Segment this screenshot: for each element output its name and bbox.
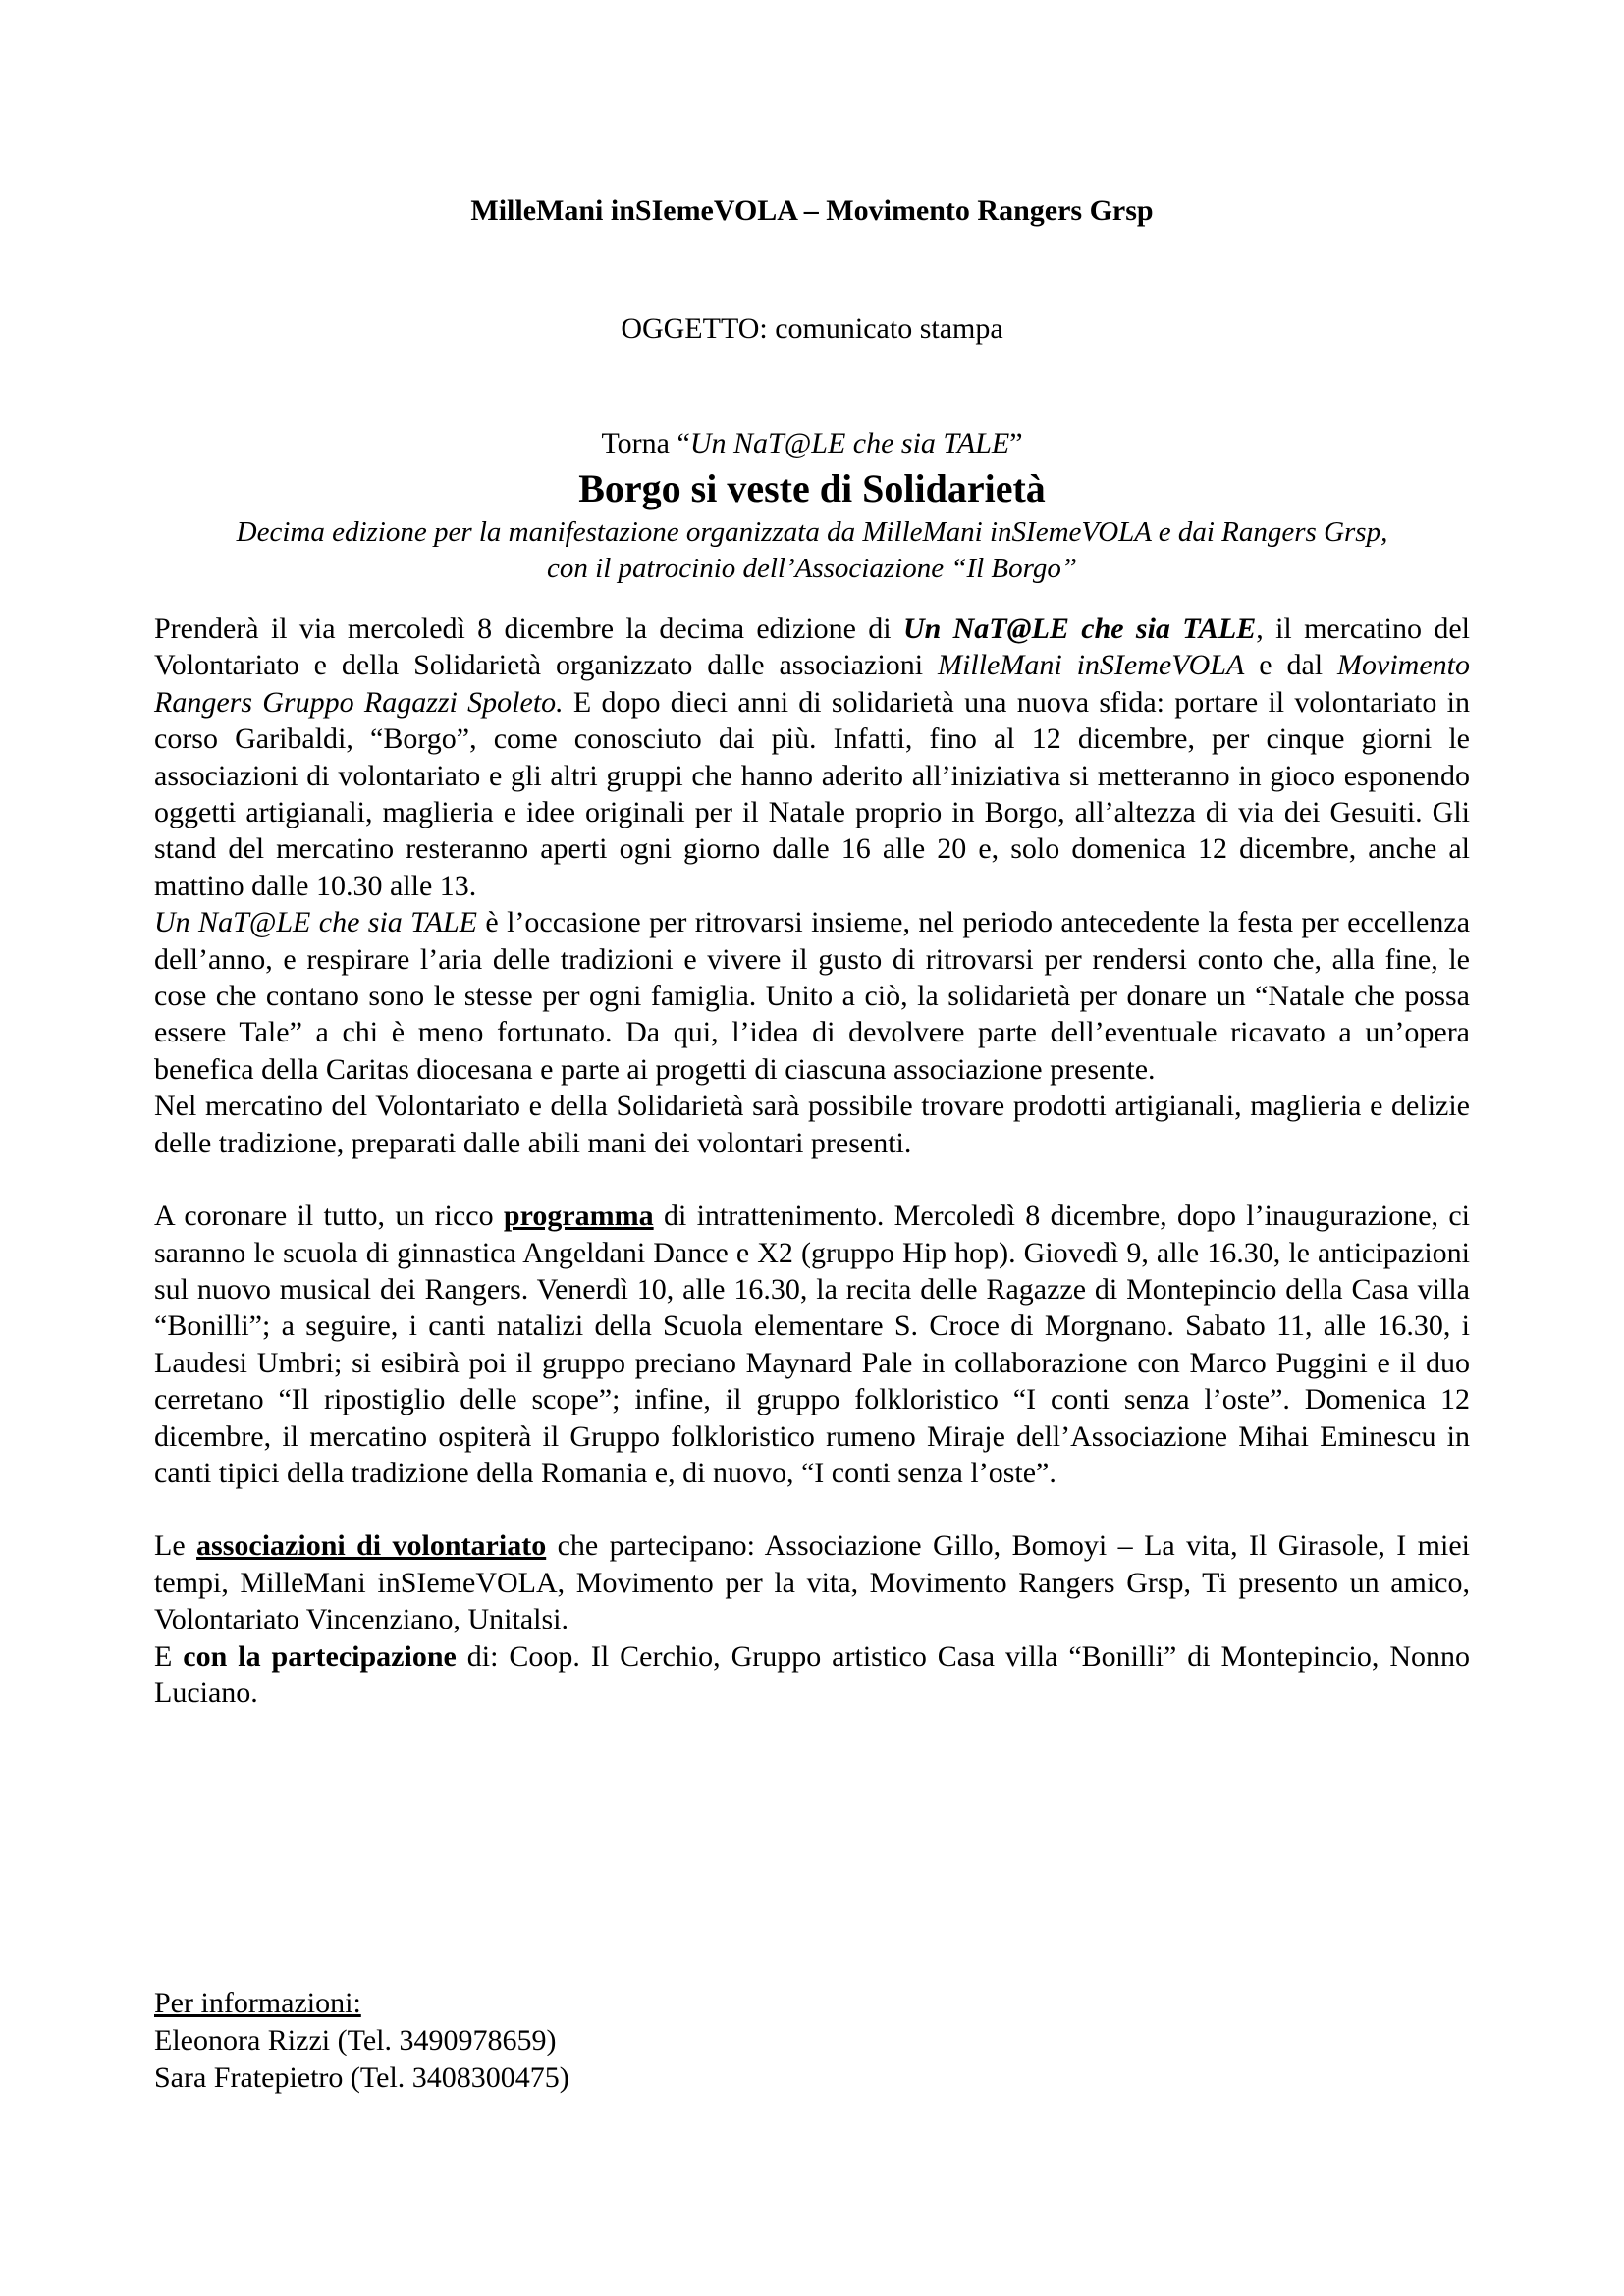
paragraph-participation [154,1638,1470,1712]
paragraph-intro [154,611,1470,904]
title-block [0,424,1624,587]
p6-text-2: di: Coop. Il Cerchio, Gruppo artistico Casa villa “Bonilli” di Montepincio, Nonno Luciano. [154,1639,1470,1709]
body-text [154,611,1470,1711]
contacts-block [154,1985,940,2097]
p4-programma: programma [503,1200,654,1233]
p5-text-2: che partecipano: Associazione Gillo, Bomoyi – La vita, Il Girasole, I miei tempi, MilleMani inSIemeVOLA, Movimento per la vita, Movimento Rangers Grsp, Ti presento un amico, Volontariato Vincenziano, Unitalsi. [154,1529,1470,1636]
contacts-heading [154,1985,940,2022]
p1-text-3: e dal [1244,649,1338,682]
subtitle-line-1: Decima edizione per la manifestazione organizzata da MilleMani inSIemeVOLA e dai Rangers Grsp, [236,516,1388,548]
main-title: Borgo si veste di Solidarietà [578,466,1046,510]
paragraph-associations [154,1527,1470,1637]
subtitle-line-2: con il patrocinio dell’Associazione “Il Borgo” [547,553,1077,584]
p1-org-millemani: MilleMani inSIemeVOLA [938,649,1245,682]
p1-text-4: E dopo dieci anni di solidarietà una nuova sfida: portare il volontariato in corso Garibaldi, “Borgo”, come conosciuto dai più. Infatti, fino al 12 dicembre, per cinque giorni le associazioni di volontariato e gli altri gruppi che hanno aderito all’iniziativa si metteranno in gioco esponendo oggetti artigianali, maglieria e idee originali per il Natale proprio in Borgo, all’altezza di via dei Gesuiti. Gli stand del mercatino resteranno aperti ogni giorno dalle 16 alle 20 e, solo domenica 12 dicembre, anche al mattino dalle 10.30 alle 13. [154,685,1470,902]
p4-text-2: di intrattenimento. Mercoledì 8 dicembre, dopo l’inaugurazione, ci saranno le scuola di ginnastica Angeldani Dance e X2 (gruppo Hip hop). Giovedì 9, alle 16.30, le anticipazioni sul nuovo musical dei Rangers. Venerdì 10, alle 16.30, la recita delle Ragazze di Montepincio della Casa villa “Bonilli”; a seguire, i canti natalizi della Scuola elementare S. Croce di Morgnano. Sabato 11, alle 16.30, i Laudesi Umbri; si esibirà poi il gruppo preciano Maynard Pale in collaborazione con Marco Puggini e il duo cerretano “Il ripostiglio delle scope”; infine, il gruppo folkloristico “I conti senza l’oste”. Domenica 12 dicembre, il mercatino ospiterà il Gruppo folkloristico rumeno Miraje dell’Associazione Mihai Eminescu in canti tipici della tradizione della Romania e, di nuovo, “I conti senza l’oste”. [154,1200,1470,1489]
contact-person: Sara Fratepietro (Tel. 3408300475) [154,2061,569,2094]
torna-prefix: Torna “ [601,427,690,459]
paragraph-products: Nel mercatino del Volontariato e della Solidarietà sarà possibile trovare prodotti artigianali, maglieria e delizie delle tradizione, preparati dalle abili mani dei volontari presenti. [154,1090,1470,1159]
p2-event-name: Un NaT@LE che sia TALE [154,906,477,939]
p5-text-1: Le [154,1529,197,1563]
contact-person: Eleonora Rizzi (Tel. 3490978659) [154,2024,557,2056]
p1-org-rangers: Movimento Rangers Gruppo Ragazzi Spoleto. [154,649,1470,719]
p4-text-1: A coronare il tutto, un ricco [154,1200,504,1233]
p6-partecipazione: con la partecipazione [183,1639,457,1673]
p1-text-1: Prenderà il via mercoledì 8 dicembre la decima edizione di [154,613,903,645]
p1-event-name: Un NaT@LE che sia TALE [902,613,1257,645]
p1-text-2: , il mercatino del Volontariato e della Solidarietà organizzato dalle associazioni [154,613,1470,682]
torna-suffix: ” [1009,427,1023,459]
p2-text: è l’occasione per ritrovarsi insieme, nel periodo antecedente la festa per eccellenza dell’anno, e respirare l’aria delle tradizioni e vivere il gusto di ritrovarsi per rendersi conto che, alla fine, le cose che contano sono le stesse per ogni famiglia. Unito a ciò, la solidarietà per donare un “Natale che possa essere Tale” a chi è meno fortunato. Da qui, l’idea di devolvere parte dell’eventuale ricavato a un’opera benefica della Caritas diocesana e parte ai progetti di ciascuna associazione presente. [154,906,1471,1086]
paragraph-occasion [154,904,1470,1088]
paragraph-gap [154,1161,1470,1198]
contacts-heading-text: Per informazioni: [154,1987,361,2019]
p6-text-1: E [154,1639,184,1673]
paragraph-gap [154,1491,1470,1527]
event-name: Un NaT@LE che sia TALE [689,427,1010,459]
p5-associazioni: associazioni di volontariato [196,1529,547,1563]
header-organizations: MilleMani inSIemeVOLA – Movimento Rangers Grsp [470,194,1154,227]
subject-line: OGGETTO: comunicato stampa [621,312,1003,345]
torna-line [0,424,1624,463]
paragraph-program [154,1198,1470,1491]
